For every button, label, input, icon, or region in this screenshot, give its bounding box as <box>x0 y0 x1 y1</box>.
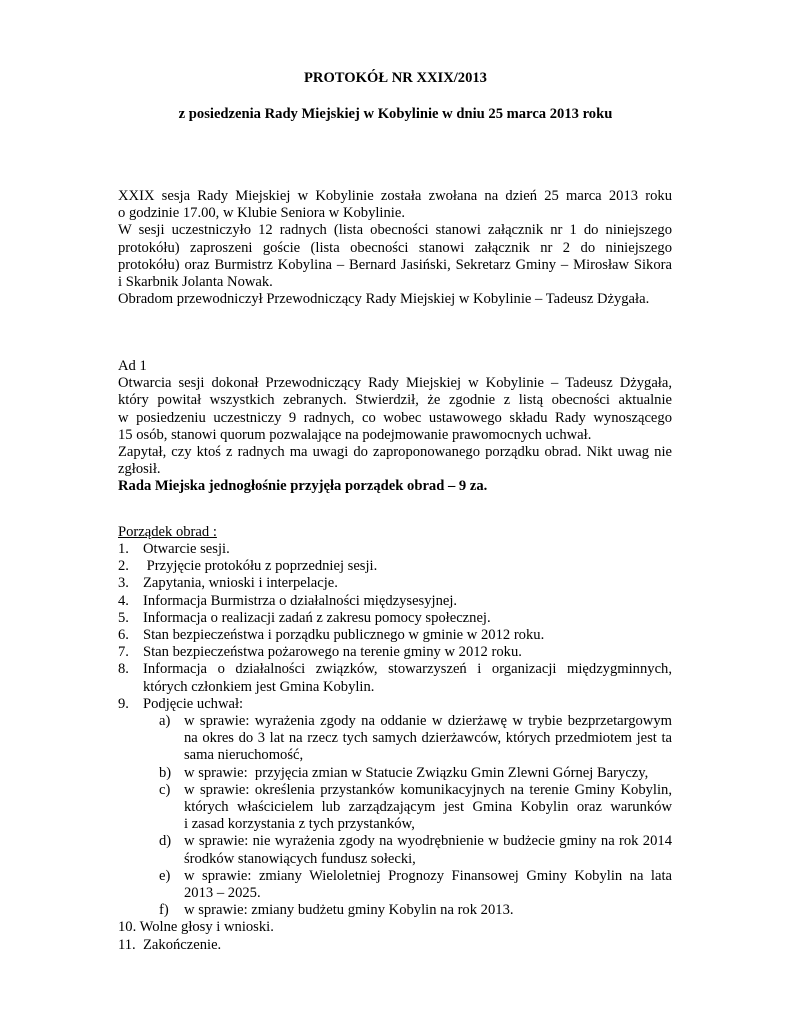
item-text: Stan bezpieczeństwa pożarowego na terenie gminy w 2012 roku. <box>143 644 522 661</box>
item-text: których członkiem jest Gmina Kobylin. <box>143 678 375 695</box>
ad1-heading: Ad 1 <box>118 358 147 374</box>
text-line: Zapytał, czy ktoś z radnych ma uwagi do zaproponowanego porządku obrad. Nikt uwag nie <box>118 444 672 461</box>
text-line: o godzinie 17.00, w Klubie Seniora w Kobylinie. <box>118 205 405 222</box>
item-letter: b) <box>159 764 172 781</box>
item-text: w sprawie: nie wyrażenia zgody na wyodrębnienie w budżecie gminy na rok 2014 <box>184 833 672 850</box>
protocol-subtitle: z posiedzenia Rady Miejskiej w Kobylinie w dniu 25 marca 2013 roku <box>178 106 613 122</box>
item-number: 6. <box>118 627 129 644</box>
item-number: 3. <box>118 575 129 592</box>
text-line: Otwarcia sesji dokonał Przewodniczący Rady Miejskiej w Kobylinie – Tadeusz Dżygała, <box>118 375 672 392</box>
item-number: 11. <box>118 936 136 953</box>
item-text: Informacja Burmistrza o działalności międzysesyjnej. <box>143 592 458 609</box>
protocol-title: PROTOKÓŁ NR XXIX/2013 <box>304 70 487 86</box>
item-number: 7. <box>118 644 129 661</box>
item-text: Otwarcie sesji. <box>143 541 230 557</box>
item-text: środków stanowiących fundusz sołecki, <box>184 850 416 867</box>
item-letter: d) <box>159 833 172 850</box>
item-number: 9. <box>118 695 129 712</box>
agenda-item <box>118 558 672 575</box>
intro-paragraph <box>118 188 672 308</box>
resolution-item <box>159 713 672 765</box>
resolution-item <box>159 782 672 834</box>
agenda-heading: Porządek obrad : <box>118 524 217 540</box>
agenda-list <box>118 541 672 954</box>
resolution-item <box>159 833 672 867</box>
ad1-section <box>118 358 672 496</box>
agenda-item <box>118 593 672 610</box>
agenda-item <box>118 575 672 592</box>
item-text: Zakończenie. <box>139 936 222 953</box>
item-number: 5. <box>118 609 129 626</box>
agenda-item <box>118 661 672 695</box>
item-text: Wolne głosy i wnioski. <box>139 919 274 936</box>
text-line: w posiedzeniu uczestniczy 9 radnych, co wobec ustawowego składu Rady wynoszącego <box>118 409 672 426</box>
item-text: 2013 – 2025. <box>184 885 261 902</box>
item-text: sama nieruchomość, <box>184 747 304 764</box>
item-text: Informacja o realizacji zadań z zakresu pomocy społecznej. <box>143 609 491 626</box>
item-text: Stan bezpieczeństwa i porządku publicznego w gminie w 2012 roku. <box>143 627 545 644</box>
resolution-item <box>159 765 672 782</box>
item-text: Zapytania, wnioski i interpelacje. <box>143 575 338 592</box>
item-text: Przyjęcie protokółu z poprzedniej sesji. <box>143 558 378 575</box>
item-number: 10. <box>118 919 137 936</box>
item-text: w sprawie: określenia przystanków komunikacyjnych na terenie Gminy Kobylin, <box>184 781 672 798</box>
resolution-item <box>159 868 672 902</box>
agenda-item <box>118 644 672 661</box>
item-text: w sprawie: wyrażenia zgody na oddanie w dzierżawę w trybie bezprzetargowym <box>184 713 672 730</box>
item-text: i zasad korzystania z tych przystanków, <box>184 816 415 833</box>
agenda-item <box>118 937 672 954</box>
text-line: protokółu) oraz Burmistrz Kobylina – Bernard Jasiński, Sekretarz Gminy – Mirosław Sikora <box>118 256 672 273</box>
item-text: Podjęcie uchwał: <box>143 695 244 712</box>
item-number: 2. <box>118 558 129 575</box>
agenda-item <box>118 610 672 627</box>
agenda-item <box>118 627 672 644</box>
resolution-statement: Rada Miejska jednogłośnie przyjęła porządek obrad – 9 za. <box>118 478 488 495</box>
text-line: protokółu) zaproszeni goście (lista obecności stanowi załącznik nr 2 do niniejszego <box>118 239 672 256</box>
agenda-item <box>118 541 672 558</box>
text-line: XXIX sesja Rady Miejskiej w Kobylinie została zwołana na dzień 25 marca 2013 roku <box>118 188 672 204</box>
text-line: W sesji uczestniczyło 12 radnych (lista obecności stanowi załącznik nr 1 do niniejszego <box>118 222 672 239</box>
resolutions-sublist <box>159 713 672 919</box>
item-text: w sprawie: zmiany Wieloletniej Prognozy Finansowej Gminy Kobylin na lata <box>184 867 672 884</box>
item-text: w sprawie: przyjęcia zmian w Statucie Związku Gmin Zlewni Górnej Baryczy, <box>184 764 649 781</box>
item-number: 4. <box>118 592 129 609</box>
item-letter: c) <box>159 781 171 798</box>
agenda-item <box>118 919 672 936</box>
item-number: 8. <box>118 661 129 678</box>
item-text: Informacja o działalności związków, stowarzyszeń i organizacji międzygminnych, <box>143 661 672 678</box>
item-letter: a) <box>159 713 171 730</box>
text-line: Obradom przewodniczył Przewodniczący Rady Miejskiej w Kobylinie – Tadeusz Dżygała. <box>118 291 650 308</box>
text-line: i Skarbnik Jolanta Nowak. <box>118 274 273 291</box>
text-line: 15 osób, stanowi quorum pozwalające na podejmowanie prawomocnych uchwał. <box>118 426 592 443</box>
agenda-item <box>118 696 672 920</box>
text-line: który powitał wszystkich zebranych. Stwierdził, że zgodnie z listą obecności aktualnie <box>118 392 672 409</box>
item-text: w sprawie: zmiany budżetu gminy Kobylin na rok 2013. <box>184 902 514 919</box>
resolution-item <box>159 902 672 919</box>
item-letter: e) <box>159 867 171 884</box>
text-line: zgłosił. <box>118 461 161 478</box>
item-text: na okres do 3 lat na rzecz tych samych dzierżawców, których przedmiotem jest ta <box>184 730 672 747</box>
item-letter: f) <box>159 902 169 919</box>
item-number: 1. <box>118 541 129 557</box>
item-text: których właścicielem lub zarządzającym jest Gmina Kobylin oraz warunków <box>184 799 672 816</box>
